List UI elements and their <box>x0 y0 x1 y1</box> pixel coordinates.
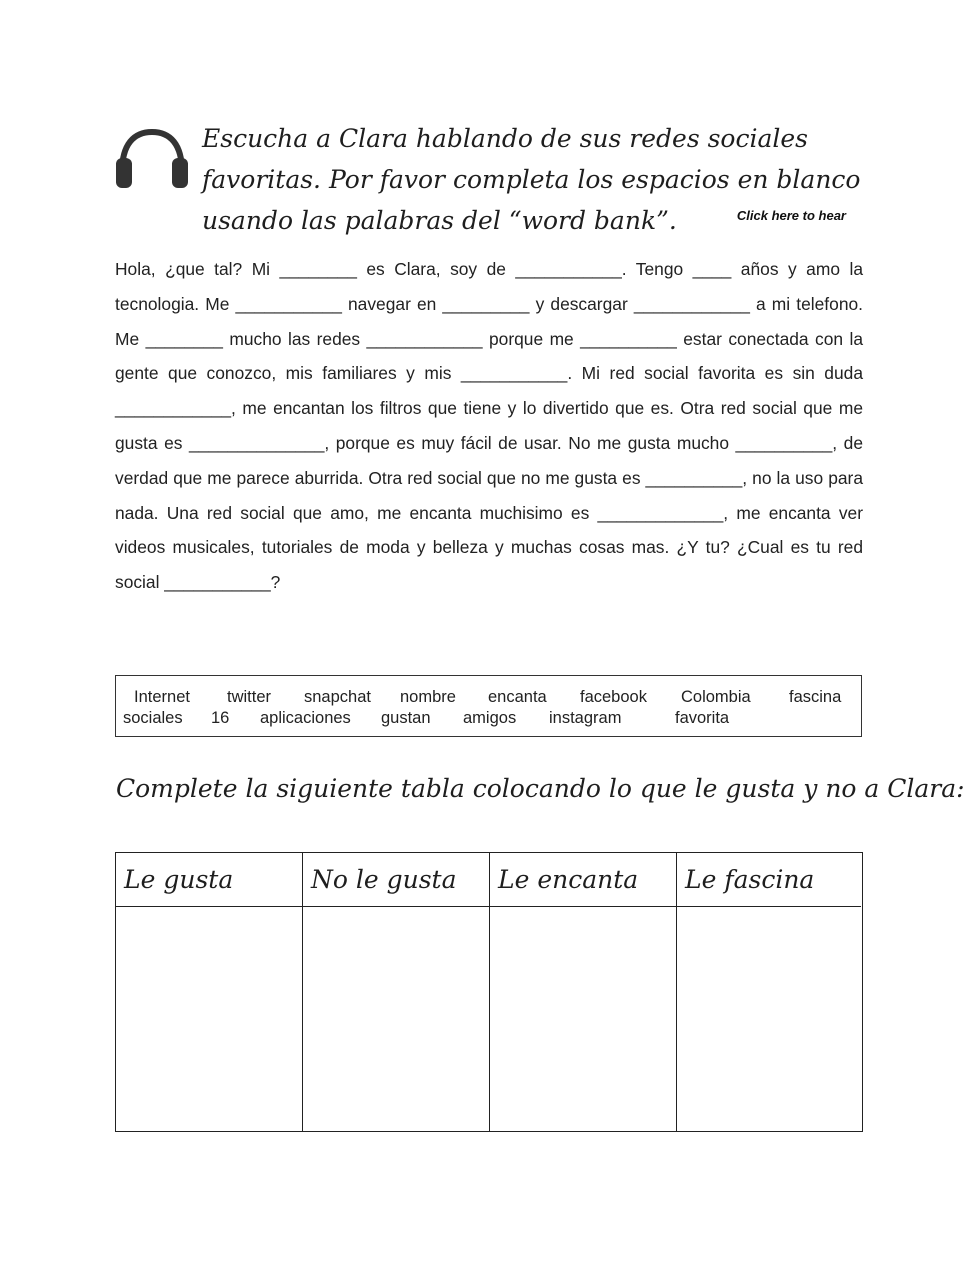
column-answer-cell[interactable] <box>116 907 302 1131</box>
instructions: Escucha a Clara hablando de sus redes sociales favoritas. Por favor completa los espacios en blanco usando las palabras del “word bank”. <box>202 124 861 235</box>
word-bank-row-2 <box>116 709 861 729</box>
word-bank-item: gustan <box>381 709 431 727</box>
likes-table <box>115 852 863 1132</box>
column-header: Le gusta <box>116 853 302 907</box>
word-bank-item: twitter <box>227 688 272 706</box>
word-bank-item: aplicaciones <box>260 709 351 727</box>
table-title: Complete la siguiente tabla colocando lo que le gusta y no a Clara: <box>116 774 965 803</box>
column-answer-cell[interactable] <box>303 907 489 1131</box>
word-bank-item: facebook <box>580 688 647 706</box>
column-header: Le fascina <box>677 853 861 907</box>
headphones-icon[interactable] <box>114 128 190 190</box>
header <box>114 118 864 235</box>
column-header: No le gusta <box>303 853 489 907</box>
column-answer-cell[interactable] <box>677 907 861 1131</box>
word-bank-item: Internet <box>134 688 190 706</box>
column-le-gusta <box>116 853 303 1131</box>
word-bank-item: 16 <box>211 709 230 727</box>
column-answer-cell[interactable] <box>490 907 676 1131</box>
word-bank-item: snapchat <box>304 688 371 706</box>
word-bank-item: Colombia <box>681 688 751 706</box>
click-to-hear-link[interactable]: Click here to hear <box>736 208 846 223</box>
fill-in-passage: Hola, ¿que tal? Mi ________ es Clara, soy de ___________. Tengo ____ años y amo la tecnologia. Me ___________ navegar en _________ y descargar ____________ a mi telefono. Me ________ mucho las redes ____________ porque me __________ estar conectada con la gente que conozco, mis familiares y mis ___________. Mi red social favorita es sin duda ____________, me encantan los filtros que tiene y lo divertido que es. Otra red social que me gusta es ______________, porque es muy fácil de usar. No me gusta mucho __________, de verdad que me parece aburrida. Otra red social que no me gusta es __________, no la uso para nada. Una red social que amo, me encanta muchisimo es _____________, me encanta ver videos musicales, tutoriales de moda y belleza y muchas cosas mas. ¿Y tu? ¿Cual es tu red social ___________? <box>115 259 863 593</box>
word-bank-item: nombre <box>400 688 456 706</box>
word-bank-item: instagram <box>549 709 622 727</box>
word-bank-row-1 <box>116 688 861 708</box>
column-le-encanta <box>490 853 677 1131</box>
word-bank-item: favorita <box>675 709 730 727</box>
word-bank-item: amigos <box>463 709 517 727</box>
word-bank-item: fascina <box>789 688 842 706</box>
column-no-le-gusta <box>303 853 490 1131</box>
word-bank-item: encanta <box>488 688 547 706</box>
column-le-fascina <box>677 853 861 1131</box>
word-bank-item: sociales <box>123 709 183 727</box>
column-header: Le encanta <box>490 853 676 907</box>
word-bank <box>115 675 862 737</box>
